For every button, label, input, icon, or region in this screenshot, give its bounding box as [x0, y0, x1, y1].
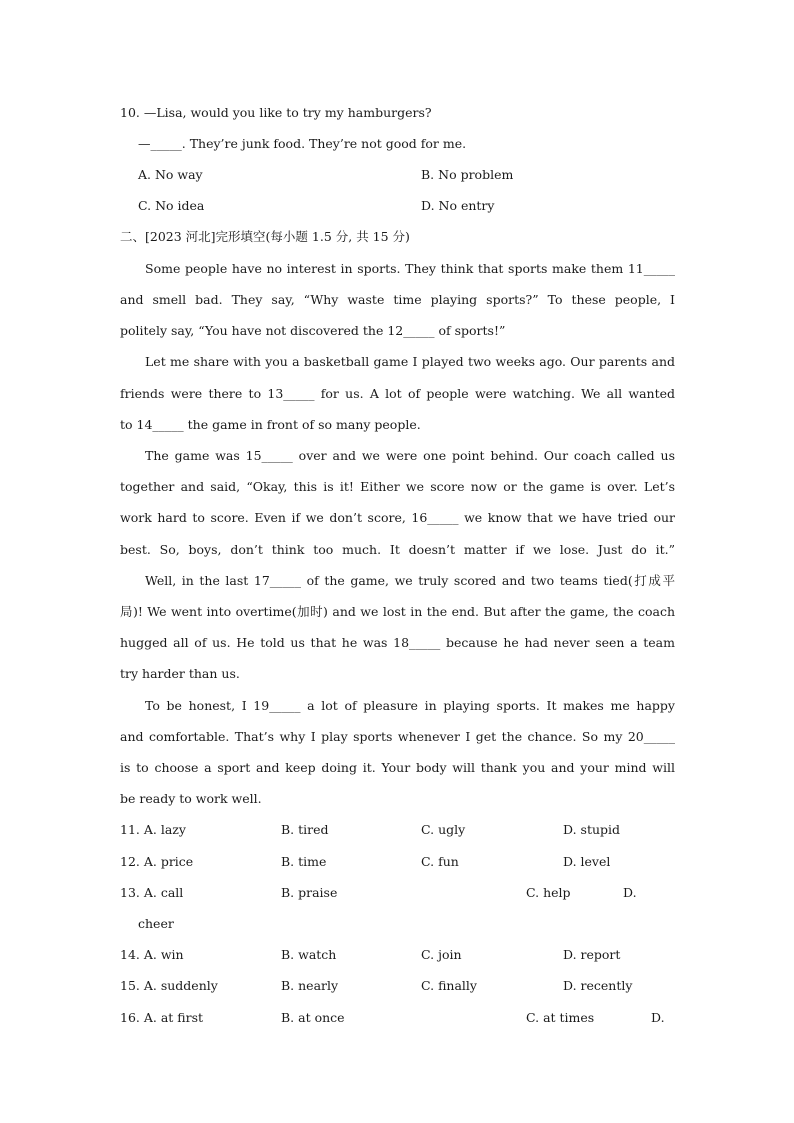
passage-line: and smell bad. They say, “Why waste time playing sports?” To these people, I [120, 292, 675, 307]
question-13-option-d: D. [623, 885, 637, 900]
question-14-option-a: 14. A. win [120, 947, 184, 962]
passage-line: To be honest, I 19_____ a lot of pleasure in playing sports. It makes me happy [145, 698, 675, 713]
question-12-option-a: 12. A. price [120, 854, 194, 869]
question-11-option-b: B. tired [281, 822, 329, 837]
passage-line: Some people have no interest in sports. They think that sports make them 11_____ [145, 261, 675, 276]
question-13-option-b: B. praise [281, 885, 338, 900]
passage-line: be ready to work well. [120, 791, 262, 806]
question-14-option-d: D. report [563, 947, 621, 962]
passage-line: friends were there to 13_____ for us. A lot of people were watching. We all wanted [120, 386, 675, 401]
question-15-option-a: 15. A. suddenly [120, 978, 218, 993]
passage-line: hugged all of us. He told us that he was 18_____ because he had never seen a team [120, 635, 675, 650]
passage-line: is to choose a sport and keep doing it. Your body will thank you and your mind will [120, 760, 675, 775]
question-15-option-b: B. nearly [281, 978, 339, 993]
question-16-option-d: D. [651, 1010, 665, 1025]
passage-line: work hard to score. Even if we don’t score, 16_____ we know that we have tried our [120, 510, 675, 525]
question-10-option-b: B. No problem [421, 167, 514, 182]
question-13-option-a: 13. A. call [120, 885, 184, 900]
question-16-option-b: B. at once [281, 1010, 345, 1025]
passage-line: Well, in the last 17_____ of the game, we truly scored and two teams tied(打成平 [145, 573, 675, 588]
passage-line: Let me share with you a basketball game I played two weeks ago. Our parents and [145, 354, 675, 369]
question-16-option-a: 16. A. at first [120, 1010, 204, 1025]
passage-line: 局)! We went into overtime(加时) and we lost in the end. But after the game, the coach [120, 604, 675, 619]
question-12-option-d: D. level [563, 854, 611, 869]
question-13-option-d-text: cheer [138, 916, 174, 931]
passage-line: and comfortable. That’s why I play sports whenever I get the chance. So my 20_____ [120, 729, 675, 744]
passage-line: politely say, “You have not discovered the 12_____ of sports!” [120, 323, 506, 338]
question-10-reply: —_____. They’re junk food. They’re not good for me. [138, 136, 467, 151]
question-10-option-d: D. No entry [421, 198, 495, 213]
question-10-option-c: C. No idea [138, 198, 205, 213]
passage-line: The game was 15_____ over and we were one point behind. Our coach called us [145, 448, 675, 463]
question-15-option-c: C. finally [421, 978, 477, 993]
question-12-option-c: C. fun [421, 854, 459, 869]
question-15-option-d: D. recently [563, 978, 633, 993]
passage-line: together and said, “Okay, this is it! Either we score now or the game is over. Let’s [120, 479, 675, 494]
question-10-stem: 10. —Lisa, would you like to try my hamburgers? [120, 105, 432, 120]
question-10-option-a: A. No way [138, 167, 203, 182]
passage-line: best. So, boys, don’t think too much. It doesn’t matter if we lose. Just do it.” [120, 542, 675, 557]
question-14-option-c: C. join [421, 947, 462, 962]
question-14-option-b: B. watch [281, 947, 337, 962]
passage-line: try harder than us. [120, 666, 240, 681]
section-heading: 二、[2023 河北]完形填空(每小题 1.5 分, 共 15 分) [120, 229, 410, 244]
question-11-option-c: C. ugly [421, 822, 466, 837]
passage-line: to 14_____ the game in front of so many people. [120, 417, 421, 432]
question-11-option-a: 11. A. lazy [120, 822, 186, 837]
question-13-option-c: C. help [526, 885, 571, 900]
question-11-option-d: D. stupid [563, 822, 621, 837]
question-12-option-b: B. time [281, 854, 327, 869]
question-16-option-c: C. at times [526, 1010, 595, 1025]
